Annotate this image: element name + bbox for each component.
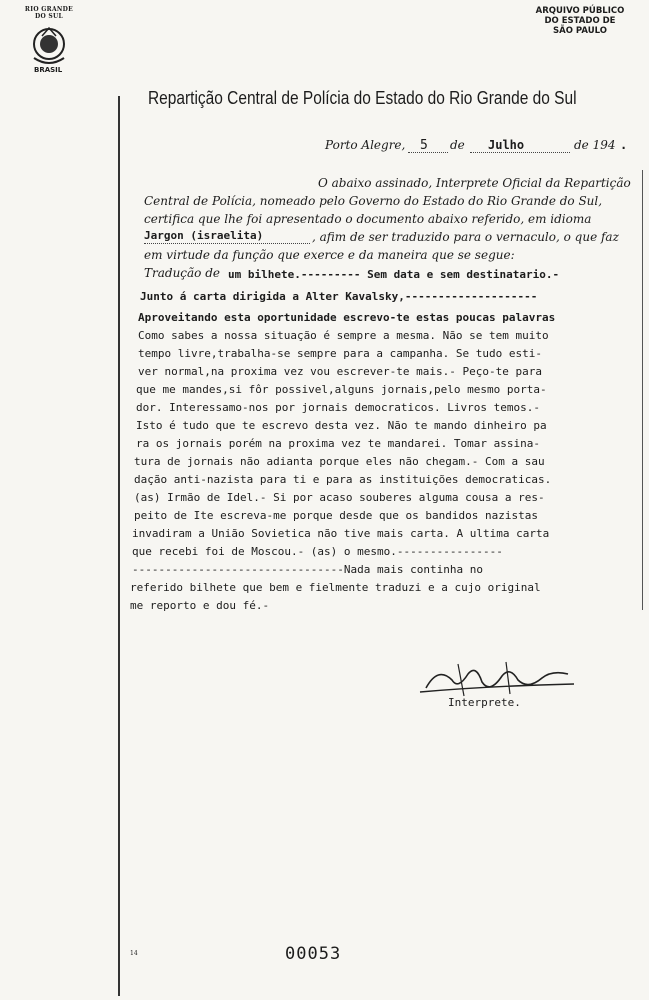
function-line: em virtude da função que exerce e da maneira que se segue: (144, 248, 515, 262)
language-typed: Jargon (israelita) (144, 229, 264, 242)
place-city: Porto Alegre, (325, 138, 406, 152)
language-dotted-line (144, 243, 310, 244)
translation-line: Isto é tudo que te escrevo desta vez. Não te mando dinheiro pa (136, 419, 547, 432)
translation-line: tempo livre,trabalha-se sempre para a campanha. Se tudo esti- (138, 347, 542, 360)
coat-of-arms-icon (24, 20, 74, 70)
translation-line: --------------------------------Nada mais continha no (132, 563, 483, 576)
translation-line: Como sabes a nossa situação é sempre a mesma. Não se tem muito (138, 329, 549, 342)
language-printed: , afim de ser traduzido para o vernaculo, o que faz (312, 230, 619, 244)
date-year-suffix: . (620, 138, 628, 152)
translation-line: me reporto e dou fé.- (130, 599, 270, 612)
translation-line: referido bilhete que bem e fielmente traduzi e a cujo original (130, 581, 541, 594)
date-de-1: de (450, 138, 465, 152)
translation-line: (as) Irmão de Idel.- Si por acaso souberes alguma cousa a res- (134, 491, 545, 504)
archive-line: SÃO PAULO (553, 26, 607, 36)
translation-line: que recebi foi de Moscou.- (as) o mesmo.---------------- (132, 545, 503, 558)
seal-bottom-text: BRASIL (34, 66, 63, 74)
archive-line: DO ESTADO DE (544, 16, 616, 26)
archive-line: ARQUIVO PÚBLICO (535, 6, 625, 16)
preamble-line: certifica que lhe foi apresentado o documento abaixo referido, em idioma (144, 212, 592, 226)
translation-line: dor. Interessamo-nos por jornais democraticos. Livros temos.- (136, 401, 540, 414)
translation-line: Aproveitando esta oportunidade escrevo-te estas poucas palavras (138, 311, 556, 324)
day-dotted-line (408, 152, 448, 153)
signature-label: Interprete. (448, 696, 521, 709)
place-month: Julho (488, 138, 525, 152)
coat-of-arms-seal (24, 6, 74, 72)
translation-label: Tradução de (144, 266, 221, 280)
translation-line: ver normal,na proxima vez vou escrever-te mais.- Peço-te para (138, 365, 542, 378)
translation-line: peito de Ite escreva-me porque desde que os bandidos nazistas (134, 509, 538, 522)
translation-line: invadiram a União Sovietica não tive mais carta. A ultima carta (132, 527, 550, 540)
place-day: 5 (420, 138, 428, 153)
preamble-line: O abaixo assinado, Interprete Oficial da Repartição (318, 176, 631, 190)
seal-top-text: RIO GRANDE DO SUL (24, 6, 74, 20)
document-title: Repartição Central de Polícia do Estado do Rio Grande do Sul (148, 88, 577, 108)
archive-stamp (525, 6, 635, 36)
month-dotted-line (470, 152, 570, 153)
translation-line: tura de jornais não adianta porque eles não chegam.- Com a sau (134, 455, 545, 468)
page-number: 00053 (285, 944, 342, 964)
translation-line: Junto á carta dirigida a Alter Kavalsky,-------------------- (140, 290, 538, 303)
footer-mark: 14 (130, 950, 138, 957)
margin-rule-right (642, 170, 643, 610)
translation-line: ra os jornais porém na proxima vez te mandarei. Tomar assina- (136, 437, 540, 450)
translation-line: dação anti-nazista para ti e para as instituições democraticas. (134, 473, 552, 486)
margin-rule-left (118, 96, 120, 996)
translation-line: que me mandes,si fôr possivel,alguns jornais,pelo mesmo porta- (136, 383, 547, 396)
translation-line: um bilhete.--------- Sem data e sem destinatario.- (228, 268, 560, 281)
preamble-line: Central de Polícia, nomeado pelo Governo do Estado do Rio Grande do Sul, (144, 194, 603, 208)
date-de-2: de 194 (574, 138, 616, 152)
